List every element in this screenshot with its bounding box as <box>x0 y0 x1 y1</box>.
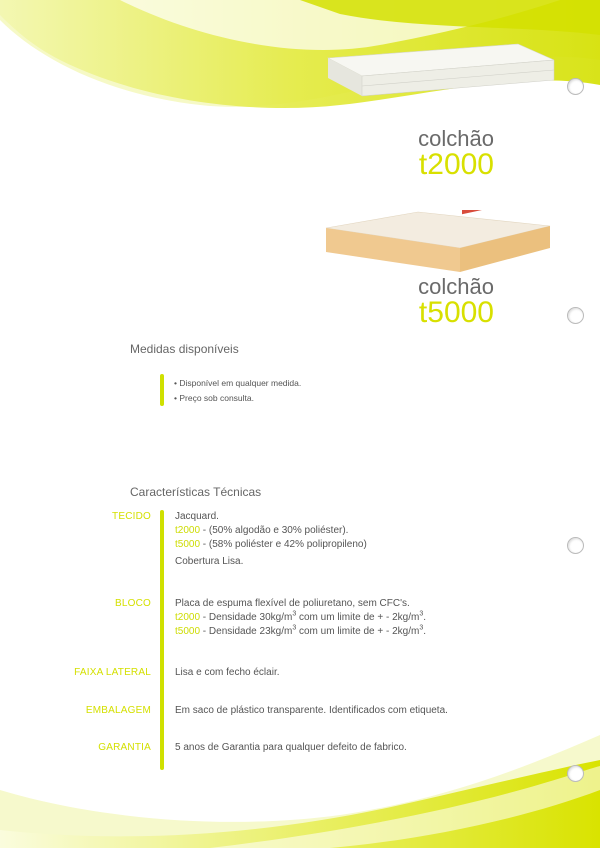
label-embalagem: EMBALAGEM <box>85 705 151 716</box>
product-word: colchão <box>418 274 494 299</box>
label-garantia: GARANTIA <box>98 742 151 753</box>
text-span: com um limite de + - 2kg/m <box>296 626 420 637</box>
text-line: Cobertura Lisa. <box>175 556 244 567</box>
product-title-t5000 <box>418 276 494 328</box>
superscript: 3 <box>292 610 297 618</box>
text-span: com um limite de + - 2kg/m <box>296 612 420 623</box>
product-code: t5000 <box>418 296 494 329</box>
medidas-list <box>174 376 301 406</box>
product-code: t5000 <box>175 626 201 637</box>
text-line <box>175 524 367 538</box>
text-span: - (50% algodão e 30% poliéster). <box>200 525 349 536</box>
text-span: - Densidade 23kg/m <box>200 626 293 637</box>
product-code: t2000 <box>175 612 201 623</box>
binder-hole <box>567 537 584 554</box>
mattress-t2000-image <box>318 40 558 100</box>
binder-hole <box>567 765 584 782</box>
text-line: Placa de espuma flexível de poliuretano, sem CFC's. <box>175 598 410 609</box>
binder-hole <box>567 307 584 324</box>
label-faixa-lateral: FAIXA LATERAL <box>74 667 151 678</box>
label-bloco: BLOCO <box>114 598 151 609</box>
superscript: 3 <box>419 610 424 618</box>
text-line <box>175 538 367 552</box>
caracteristicas-title: Características Técnicas <box>130 485 262 499</box>
product-code: t2000 <box>418 148 494 181</box>
list-item: • Preço sob consulta. <box>174 393 254 403</box>
faixa-lateral-text: Lisa e com fecho éclair. <box>175 667 280 678</box>
list-item: • Disponível em qualquer medida. <box>174 378 302 388</box>
text-line: t5000 - Densidade $23kg/m^3$ com um limite de + - $2kg/m^3$. <box>175 624 426 637</box>
text-line: Jacquard. <box>175 511 219 522</box>
superscript: 3 <box>292 624 297 632</box>
tecido-text <box>175 510 367 569</box>
product-title-t2000 <box>418 128 494 180</box>
text-line: t2000 - Densidade $30kg/m^3$ com um limite de + - $2kg/m^3$. <box>175 610 426 623</box>
bloco-text <box>175 597 426 639</box>
product-code: t2000 <box>175 525 201 536</box>
mattress-t5000-image <box>322 210 554 276</box>
product-word: colchão <box>418 126 494 151</box>
embalagem-text: Em saco de plástico transparente. Identificados com etiqueta. <box>175 705 448 716</box>
superscript: 3 <box>419 624 424 632</box>
accent-bar <box>160 510 164 770</box>
garantia-text: 5 anos de Garantia para qualquer defeito de fabrico. <box>175 742 407 753</box>
text-span: - Densidade 30kg/m <box>200 612 293 623</box>
text-span: - (58% poliéster e 42% polipropileno) <box>200 539 367 550</box>
binder-hole <box>567 78 584 95</box>
accent-bar <box>160 374 164 406</box>
medidas-title: Medidas disponíveis <box>130 342 239 356</box>
product-code: t5000 <box>175 539 201 550</box>
label-tecido: TECIDO <box>112 511 151 522</box>
